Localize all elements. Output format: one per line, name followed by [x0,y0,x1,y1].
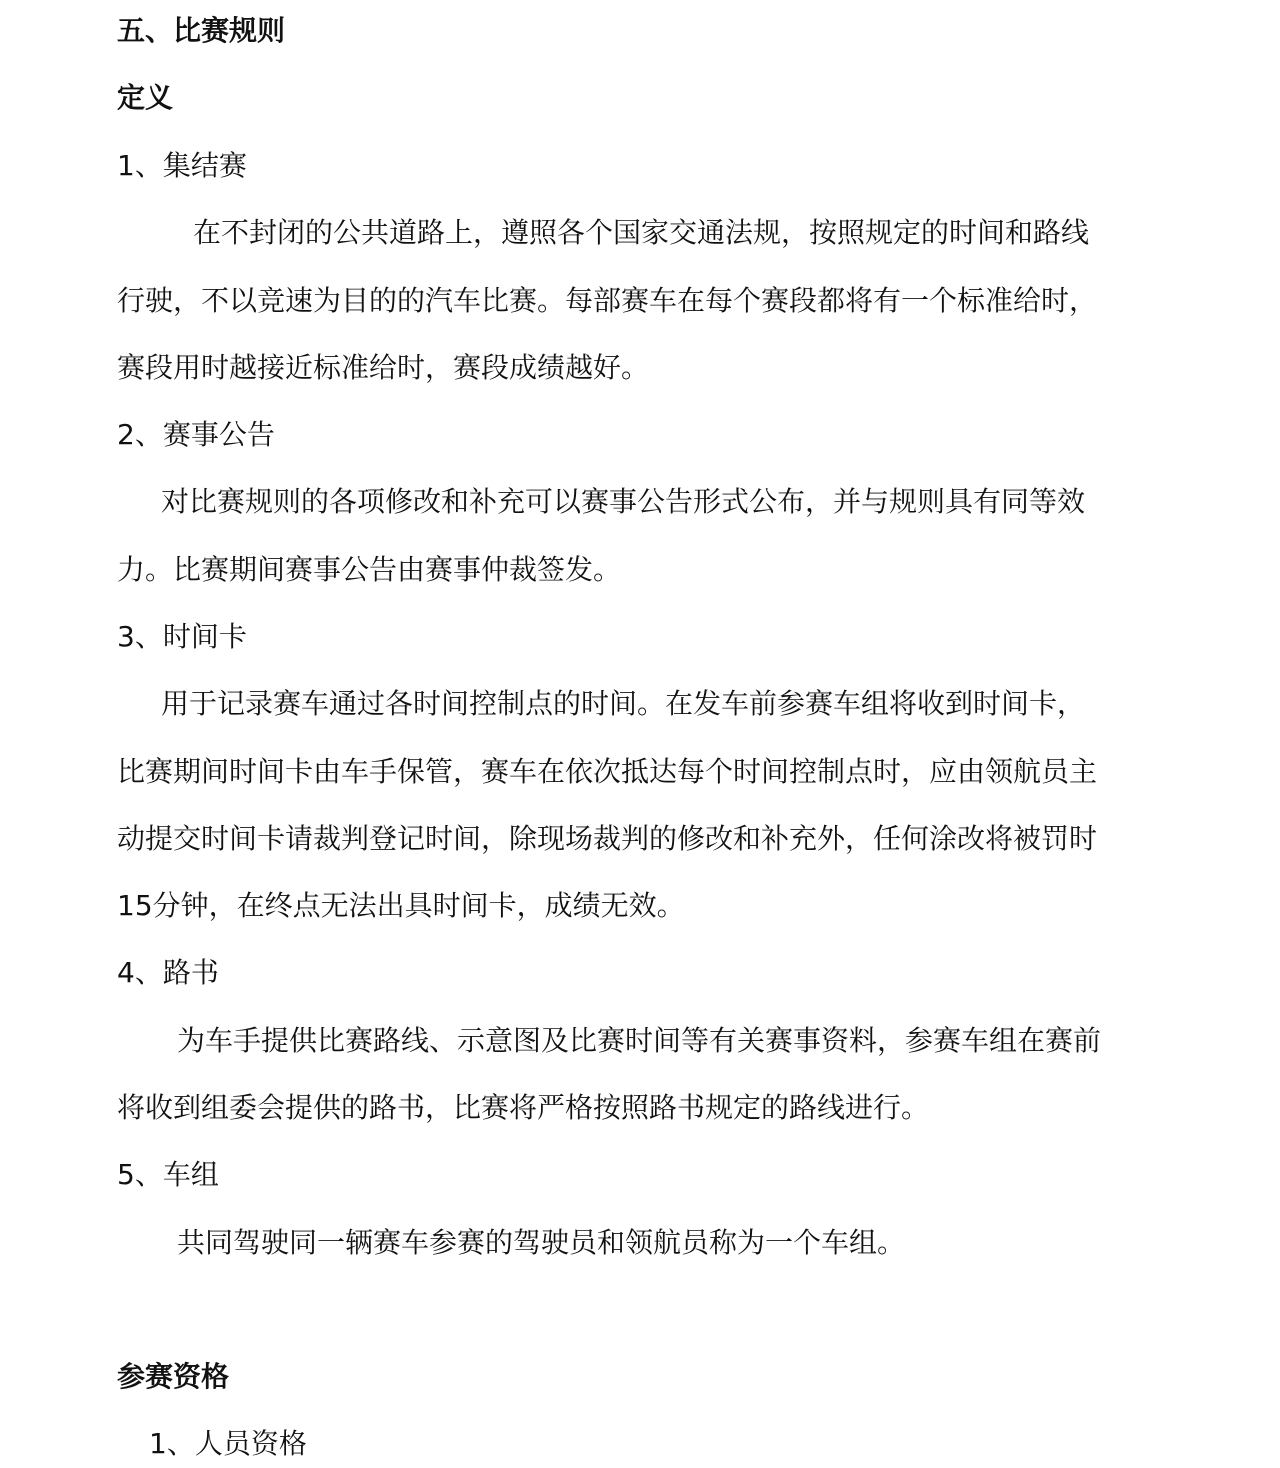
paragraph-line: 赛段用时越接近标准给时，赛段成绩越好。 [117,351,650,384]
item-title-time-card: 3、时间卡 [117,620,247,653]
eligibility-heading: 参赛资格 [117,1360,230,1393]
item-title-personnel: 1、人员资格 [149,1427,307,1460]
paragraph-line: 动提交时间卡请裁判登记时间，除现场裁判的修改和补充外，任何涂改将被罚时 [117,822,1098,855]
item-title-rally: 1、集结赛 [117,149,247,182]
section-heading: 五、比赛规则 [117,14,286,47]
item-title-crew: 5、车组 [117,1158,219,1191]
paragraph-line: 为车手提供比赛路线、示意图及比赛时间等有关赛事资料，参赛车组在赛前 [177,1024,1102,1057]
paragraph-line: 力。比赛期间赛事公告由赛事仲裁签发。 [117,553,622,586]
item-title-bulletin: 2、赛事公告 [117,418,275,451]
paragraph-line: 共同驾驶同一辆赛车参赛的驾驶员和领航员称为一个车组。 [177,1226,906,1259]
paragraph-line: 将收到组委会提供的路书，比赛将严格按照路书规定的路线进行。 [117,1091,930,1124]
paragraph-line: 行驶，不以竞速为目的的汽车比赛。每部赛车在每个赛段都将有一个标准给时， [117,284,1098,317]
paragraph-line: 15分钟，在终点无法出具时间卡，成绩无效。 [117,889,685,922]
paragraph-line: 在不封闭的公共道路上，遵照各个国家交通法规，按照规定的时间和路线 [193,216,1090,249]
paragraph-line: 对比赛规则的各项修改和补充可以赛事公告形式公布，并与规则具有同等效 [161,485,1086,518]
definitions-heading: 定义 [117,81,174,114]
item-title-roadbook: 4、路书 [117,956,219,989]
paragraph-line: 比赛期间时间卡由车手保管，赛车在依次抵达每个时间控制点时，应由领航员主 [117,755,1098,788]
paragraph-line: 用于记录赛车通过各时间控制点的时间。在发车前参赛车组将收到时间卡， [161,687,1086,720]
